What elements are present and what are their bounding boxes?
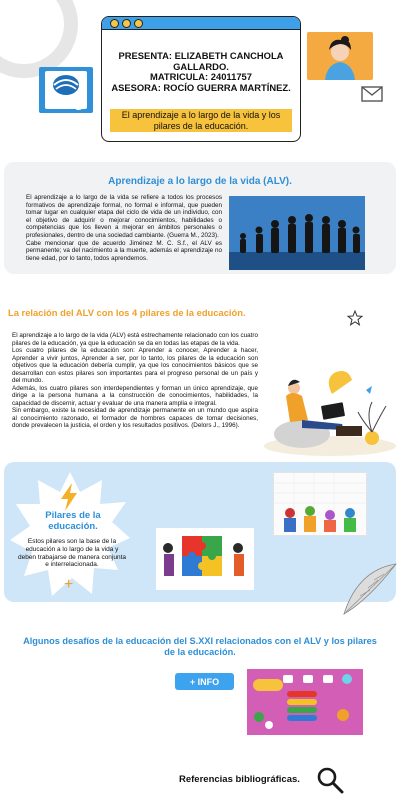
more-info-button[interactable]: + INFO bbox=[175, 673, 234, 690]
topic-subtitle: El aprendizaje a lo largo de la vida y los pilares de la educación. bbox=[110, 109, 292, 132]
header-window bbox=[101, 16, 301, 142]
plus-icon: + bbox=[64, 576, 74, 593]
relation-paragraph: Los cuatro pilares de la educación son: Aprender a conocer, Aprender a hacer, Aprender a vivir juntos, Aprender a ser, por lo tanto, los pilares de la educación son objetivos que la educación debería cumplir, ya que los conocimientos básicos que se desarrollan con estos pilares son importantes para el progreso personal de un país y del mundo. bbox=[12, 347, 258, 384]
student-laptop-illustration bbox=[262, 360, 398, 458]
pilares-text: Estos pilares son la base de la educación a lo largo de la vida y deben trabajarse de manera conjunta e interrelacionada. bbox=[17, 538, 127, 569]
alv-paragraph: El aprendizaje a lo largo de la vida se refiere a todos los procesos formativos de aprendizaje formal, no formal e informal, que pueden tomar lugar en cualquier etapa del ciclo de vida de un individuo, con el objetivo de adquirir o mejorar conocimientos, habilidades o competencias que los lleven a mejorar en ámbitos personales o profesionales, dentro de una sociedad cambiante. (Guerra M., 2023). bbox=[26, 194, 222, 239]
leaf-decoration bbox=[338, 560, 400, 620]
challenges-infographic bbox=[247, 669, 363, 735]
uveg-logo bbox=[39, 67, 93, 113]
relation-title: La relación del ALV con los 4 pilares de la educación. bbox=[8, 307, 246, 318]
window-dot bbox=[134, 19, 143, 28]
puzzle-image bbox=[156, 528, 254, 590]
alv-paragraph: Cabe mencionar que de acuerdo Jiménez M. C. S.f., el ALV es permanente; va del nacimiento a la muerte, además el aprendizaje no tiene edad, por lo tanto, todos aprendemos. bbox=[26, 239, 222, 262]
magnifier-icon[interactable] bbox=[316, 766, 344, 794]
advisor-name: ASESORA: ROCÍO GUERRA MARTÍNEZ. bbox=[111, 81, 291, 93]
window-title-bar bbox=[102, 17, 300, 30]
student-id: MATRICULA: 24011757 bbox=[150, 71, 252, 82]
relation-paragraph: Además, los cuatro pilares son interdependientes y forman un único aprendizaje, que dirige a la persona humana a la construcción de conocimientos, habilidades, la capacidad de discernir, actuar y evaluar de una manera amplia e integral. bbox=[12, 384, 258, 407]
children-classroom-image bbox=[273, 472, 367, 536]
lightning-icon bbox=[58, 482, 80, 512]
relation-paragraph: Sin embargo, existe la necesidad de aprendizaje permanente en un mundo que aspira al conocimiento razonado, el formador de hombres capaces de tomar decisiones, donde prevalecen la justicia, el orden y los resultados positivos. (Delors J., 1996). bbox=[12, 407, 258, 429]
window-dot bbox=[122, 19, 131, 28]
relation-text bbox=[12, 332, 258, 430]
references-link[interactable]: Referencias bibliográficas. bbox=[179, 774, 300, 785]
alv-text bbox=[26, 194, 222, 262]
author-info bbox=[108, 51, 294, 93]
life-stages-image bbox=[229, 196, 365, 270]
logo-globe-icon bbox=[45, 71, 87, 97]
alv-title: Aprendizaje a lo largo de la vida (ALV). bbox=[108, 176, 292, 187]
presenter-name: PRESENTA: ELIZABETH CANCHOLA GALLARDO. bbox=[118, 50, 284, 72]
pilares-title: Pilares de la educación. bbox=[45, 510, 101, 532]
logo-text: uveg bbox=[48, 96, 84, 111]
mail-icon[interactable] bbox=[361, 86, 383, 102]
star-icon[interactable] bbox=[347, 310, 363, 326]
relation-paragraph: El aprendizaje a lo largo de la vida (ALV) está estrechamente relacionado con los cuatro pilares de la educación, ya que la educación se da en todas las etapas de la vida. bbox=[12, 332, 258, 347]
desafios-title: Algunos desafíos de la educación del S.XXI relacionados con el ALV y los pilares de la educación. bbox=[23, 636, 377, 657]
window-dot bbox=[110, 19, 119, 28]
avatar-illustration bbox=[307, 32, 373, 80]
